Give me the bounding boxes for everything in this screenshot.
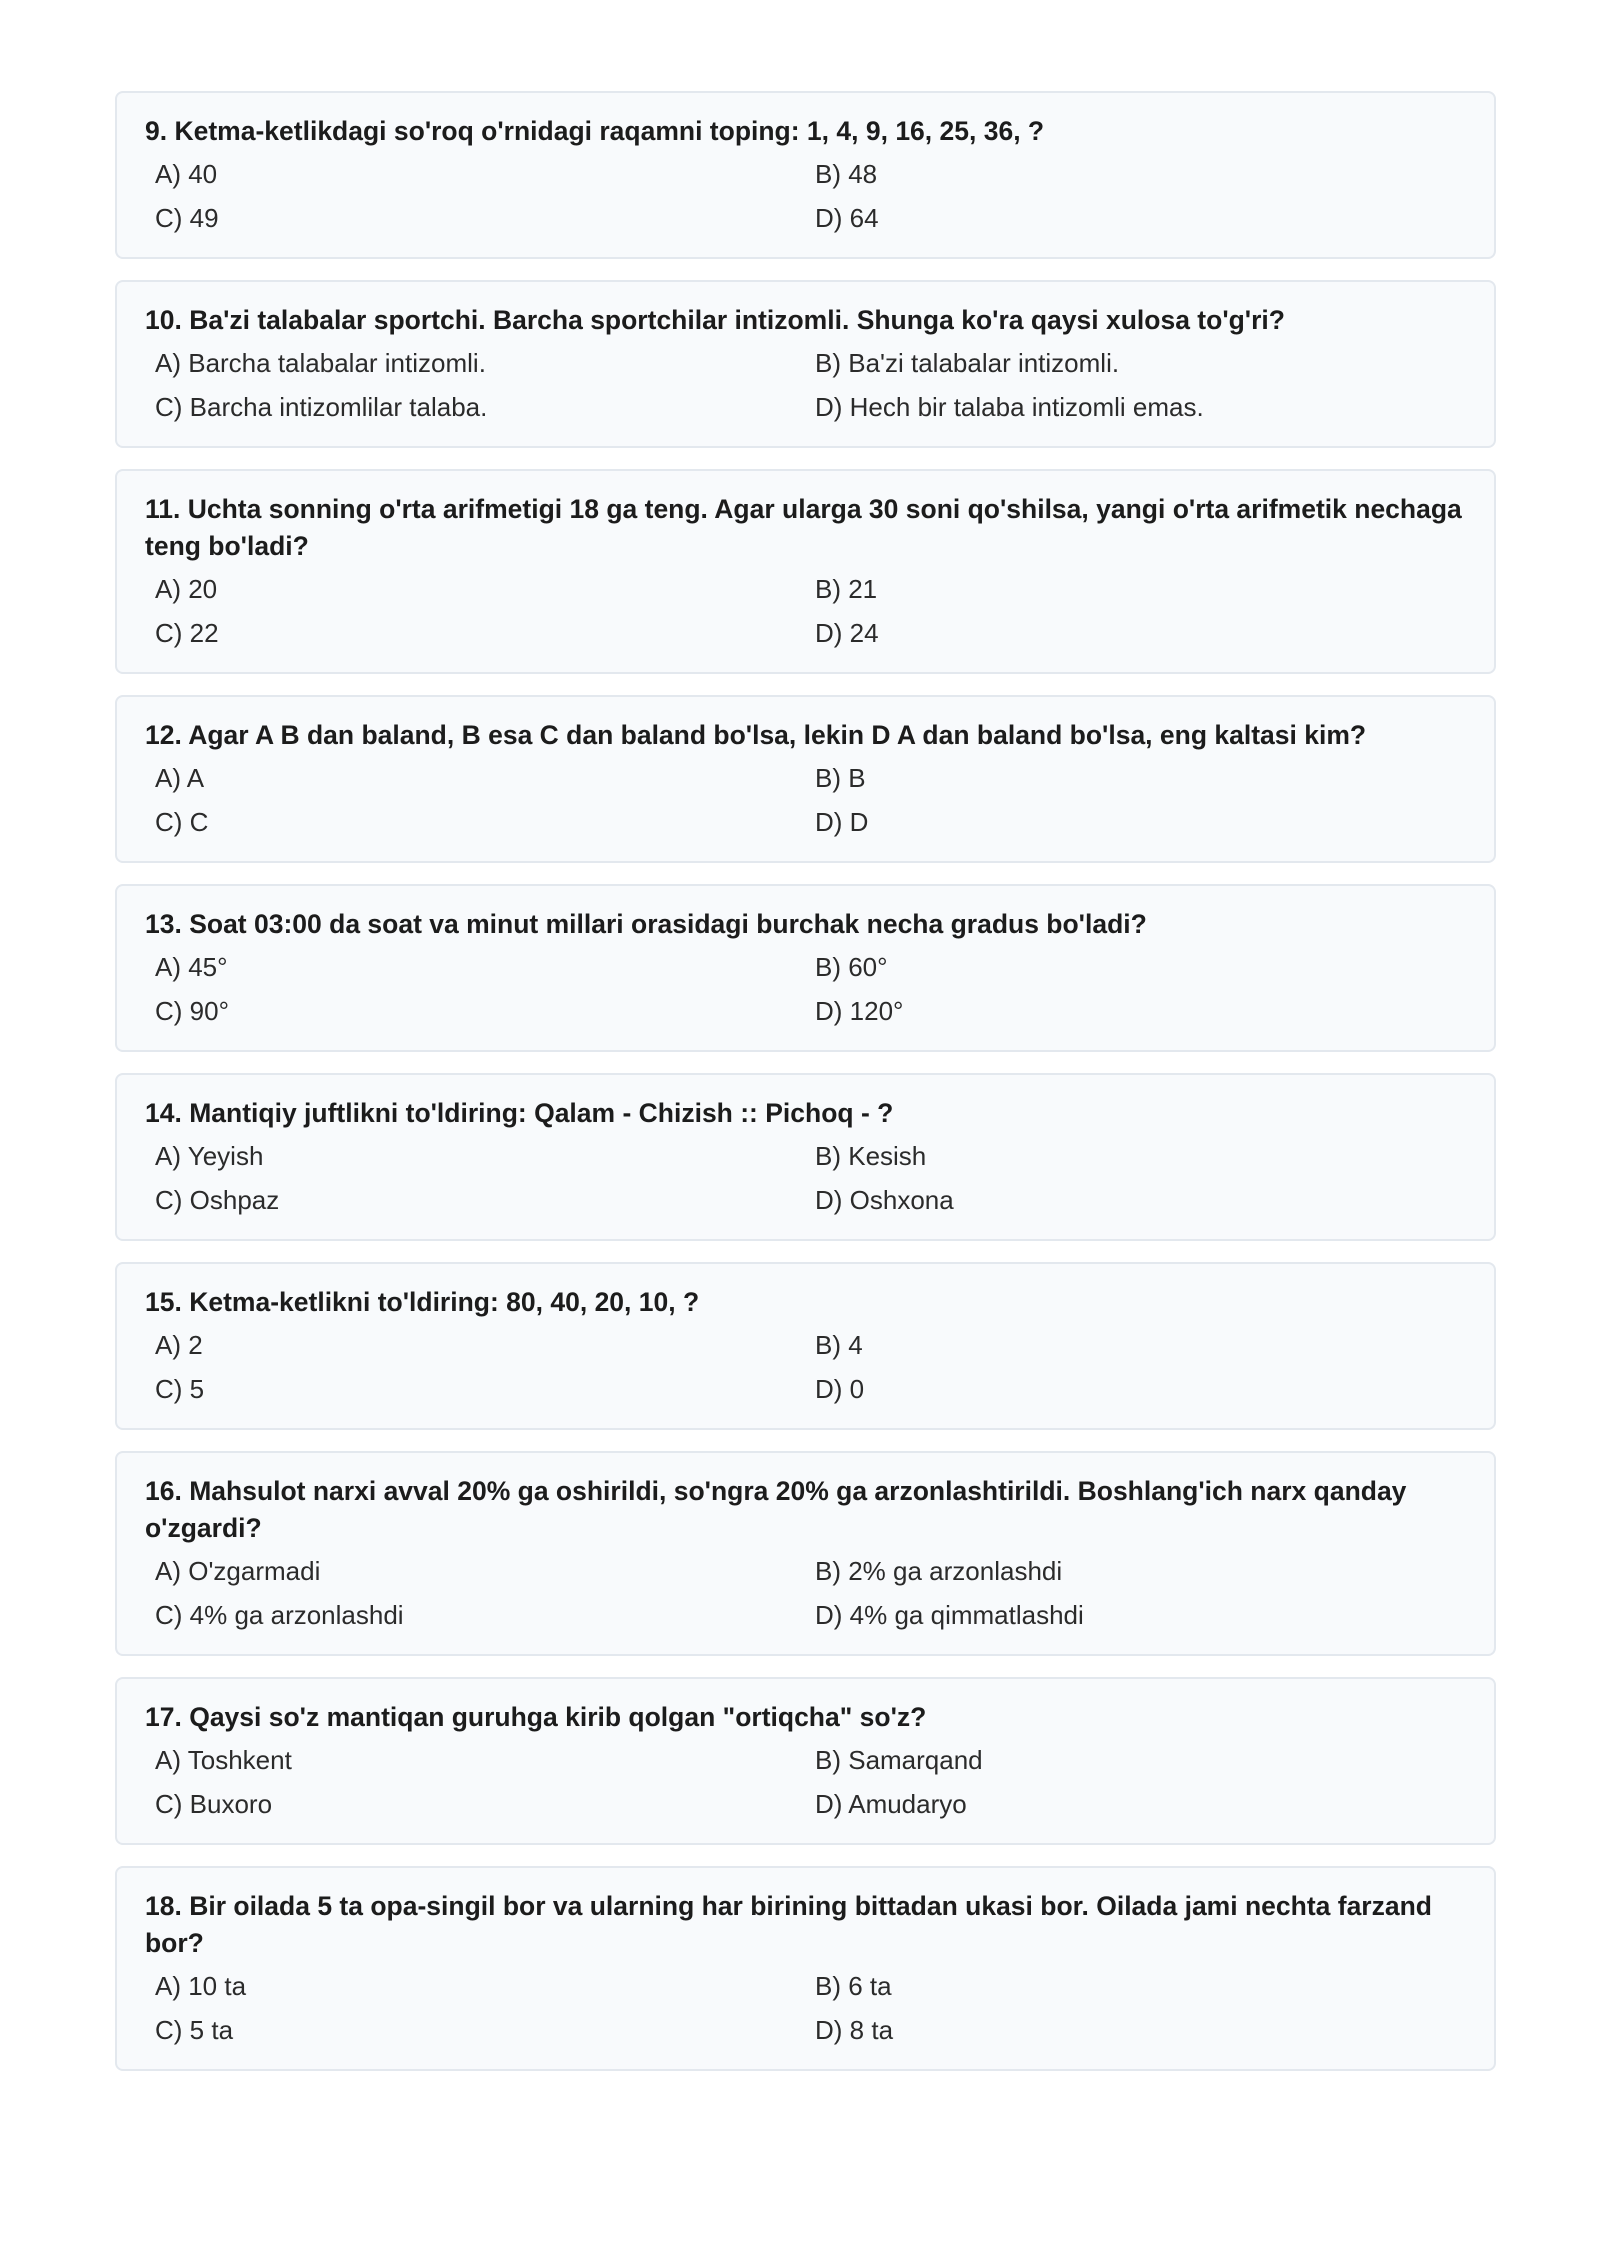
question-card-16 bbox=[115, 1451, 1496, 1656]
question-text: 17. Qaysi so'z mantiqan guruhga kirib qolgan "ortiqcha" so'z? bbox=[145, 1702, 927, 1732]
option-a: A) 40 bbox=[155, 159, 218, 189]
options-grid bbox=[145, 345, 1466, 426]
option-d: D) 4% ga qimmatlashdi bbox=[815, 1600, 1084, 1630]
option-d: D) 120° bbox=[815, 996, 904, 1026]
option-c: C) 5 bbox=[155, 1374, 205, 1404]
question-card-18 bbox=[115, 1866, 1496, 2071]
option-c: C) 4% ga arzonlashdi bbox=[155, 1600, 404, 1630]
option-c: C) Buxoro bbox=[155, 1789, 273, 1819]
question-card-12 bbox=[115, 695, 1496, 863]
question-text: 12. Agar A B dan baland, B esa C dan baland bo'lsa, lekin D A dan baland bo'lsa, eng kaltasi kim? bbox=[145, 720, 1367, 750]
question-card-15 bbox=[115, 1262, 1496, 1430]
option-c: C) 90° bbox=[155, 996, 229, 1026]
option-d: D) 0 bbox=[815, 1374, 865, 1404]
question-text: 10. Ba'zi talabalar sportchi. Barcha sportchilar intizomli. Shunga ko'ra qaysi xulosa to'g'ri? bbox=[145, 305, 1285, 335]
option-a: A) Yeyish bbox=[155, 1141, 264, 1171]
question-card-17 bbox=[115, 1677, 1496, 1845]
options-grid bbox=[145, 571, 1466, 652]
question-text: 11. Uchta sonning o'rta arifmetigi 18 ga teng. Agar ularga 30 soni qo'shilsa, yangi o'rta arifmetik nechaga teng bo'ladi? bbox=[145, 494, 1462, 561]
question-card-11 bbox=[115, 469, 1496, 674]
option-d: D) Hech bir talaba intizomli emas. bbox=[815, 392, 1204, 422]
option-a: A) Toshkent bbox=[155, 1745, 292, 1775]
option-a: A) 2 bbox=[155, 1330, 203, 1360]
option-c: C) 49 bbox=[155, 203, 219, 233]
option-d: D) Amudaryo bbox=[815, 1789, 967, 1819]
question-text: 14. Mantiqiy juftlikni to'ldiring: Qalam - Chizish :: Pichoq - ? bbox=[145, 1098, 894, 1128]
options-grid bbox=[145, 949, 1466, 1030]
options-grid bbox=[145, 1138, 1466, 1219]
options-grid bbox=[145, 1742, 1466, 1823]
option-b: B) B bbox=[815, 763, 866, 793]
option-a: A) O'zgarmadi bbox=[155, 1556, 321, 1586]
option-b: B) Ba'zi talabalar intizomli. bbox=[815, 348, 1120, 378]
option-c: C) 22 bbox=[155, 618, 219, 648]
option-c: C) Barcha intizomlilar talaba. bbox=[155, 392, 488, 422]
question-card-10 bbox=[115, 280, 1496, 448]
option-b: B) 48 bbox=[815, 159, 878, 189]
option-a: A) 45° bbox=[155, 952, 228, 982]
option-a: A) 20 bbox=[155, 574, 218, 604]
option-b: B) 6 ta bbox=[815, 1971, 892, 2001]
question-text: 15. Ketma-ketlikni to'ldiring: 80, 40, 20, 10, ? bbox=[145, 1287, 700, 1317]
option-d: D) D bbox=[815, 807, 869, 837]
options-grid bbox=[145, 156, 1466, 237]
question-text: 18. Bir oilada 5 ta opa-singil bor va ularning har birining bittadan ukasi bor. Oilada jami nechta farzand bor? bbox=[145, 1891, 1432, 1958]
option-d: D) 8 ta bbox=[815, 2015, 894, 2045]
option-b: B) 21 bbox=[815, 574, 878, 604]
option-d: D) Oshxona bbox=[815, 1185, 954, 1215]
option-d: D) 64 bbox=[815, 203, 879, 233]
option-b: B) 4 bbox=[815, 1330, 863, 1360]
question-text: 16. Mahsulot narxi avval 20% ga oshirildi, so'ngra 20% ga arzonlashtirildi. Boshlang'ich narx qanday o'zgardi? bbox=[145, 1476, 1407, 1543]
options-grid bbox=[145, 1968, 1466, 2049]
option-b: B) Samarqand bbox=[815, 1745, 983, 1775]
option-b: B) 60° bbox=[815, 952, 888, 982]
option-c: C) 5 ta bbox=[155, 2015, 234, 2045]
options-grid bbox=[145, 1553, 1466, 1634]
option-d: D) 24 bbox=[815, 618, 879, 648]
options-grid bbox=[145, 1327, 1466, 1408]
option-c: C) Oshpaz bbox=[155, 1185, 280, 1215]
question-text: 9. Ketma-ketlikdagi so'roq o'rnidagi raqamni toping: 1, 4, 9, 16, 25, 36, ? bbox=[145, 116, 1045, 146]
option-c: C) C bbox=[155, 807, 209, 837]
option-a: A) A bbox=[155, 763, 205, 793]
question-card-9 bbox=[115, 91, 1496, 259]
option-a: A) 10 ta bbox=[155, 1971, 247, 2001]
options-grid bbox=[145, 760, 1466, 841]
option-b: B) Kesish bbox=[815, 1141, 927, 1171]
option-a: A) Barcha talabalar intizomli. bbox=[155, 348, 486, 378]
option-b: B) 2% ga arzonlashdi bbox=[815, 1556, 1063, 1586]
question-card-14 bbox=[115, 1073, 1496, 1241]
question-card-13 bbox=[115, 884, 1496, 1052]
question-text: 13. Soat 03:00 da soat va minut millari orasidagi burchak necha gradus bo'ladi? bbox=[145, 909, 1147, 939]
